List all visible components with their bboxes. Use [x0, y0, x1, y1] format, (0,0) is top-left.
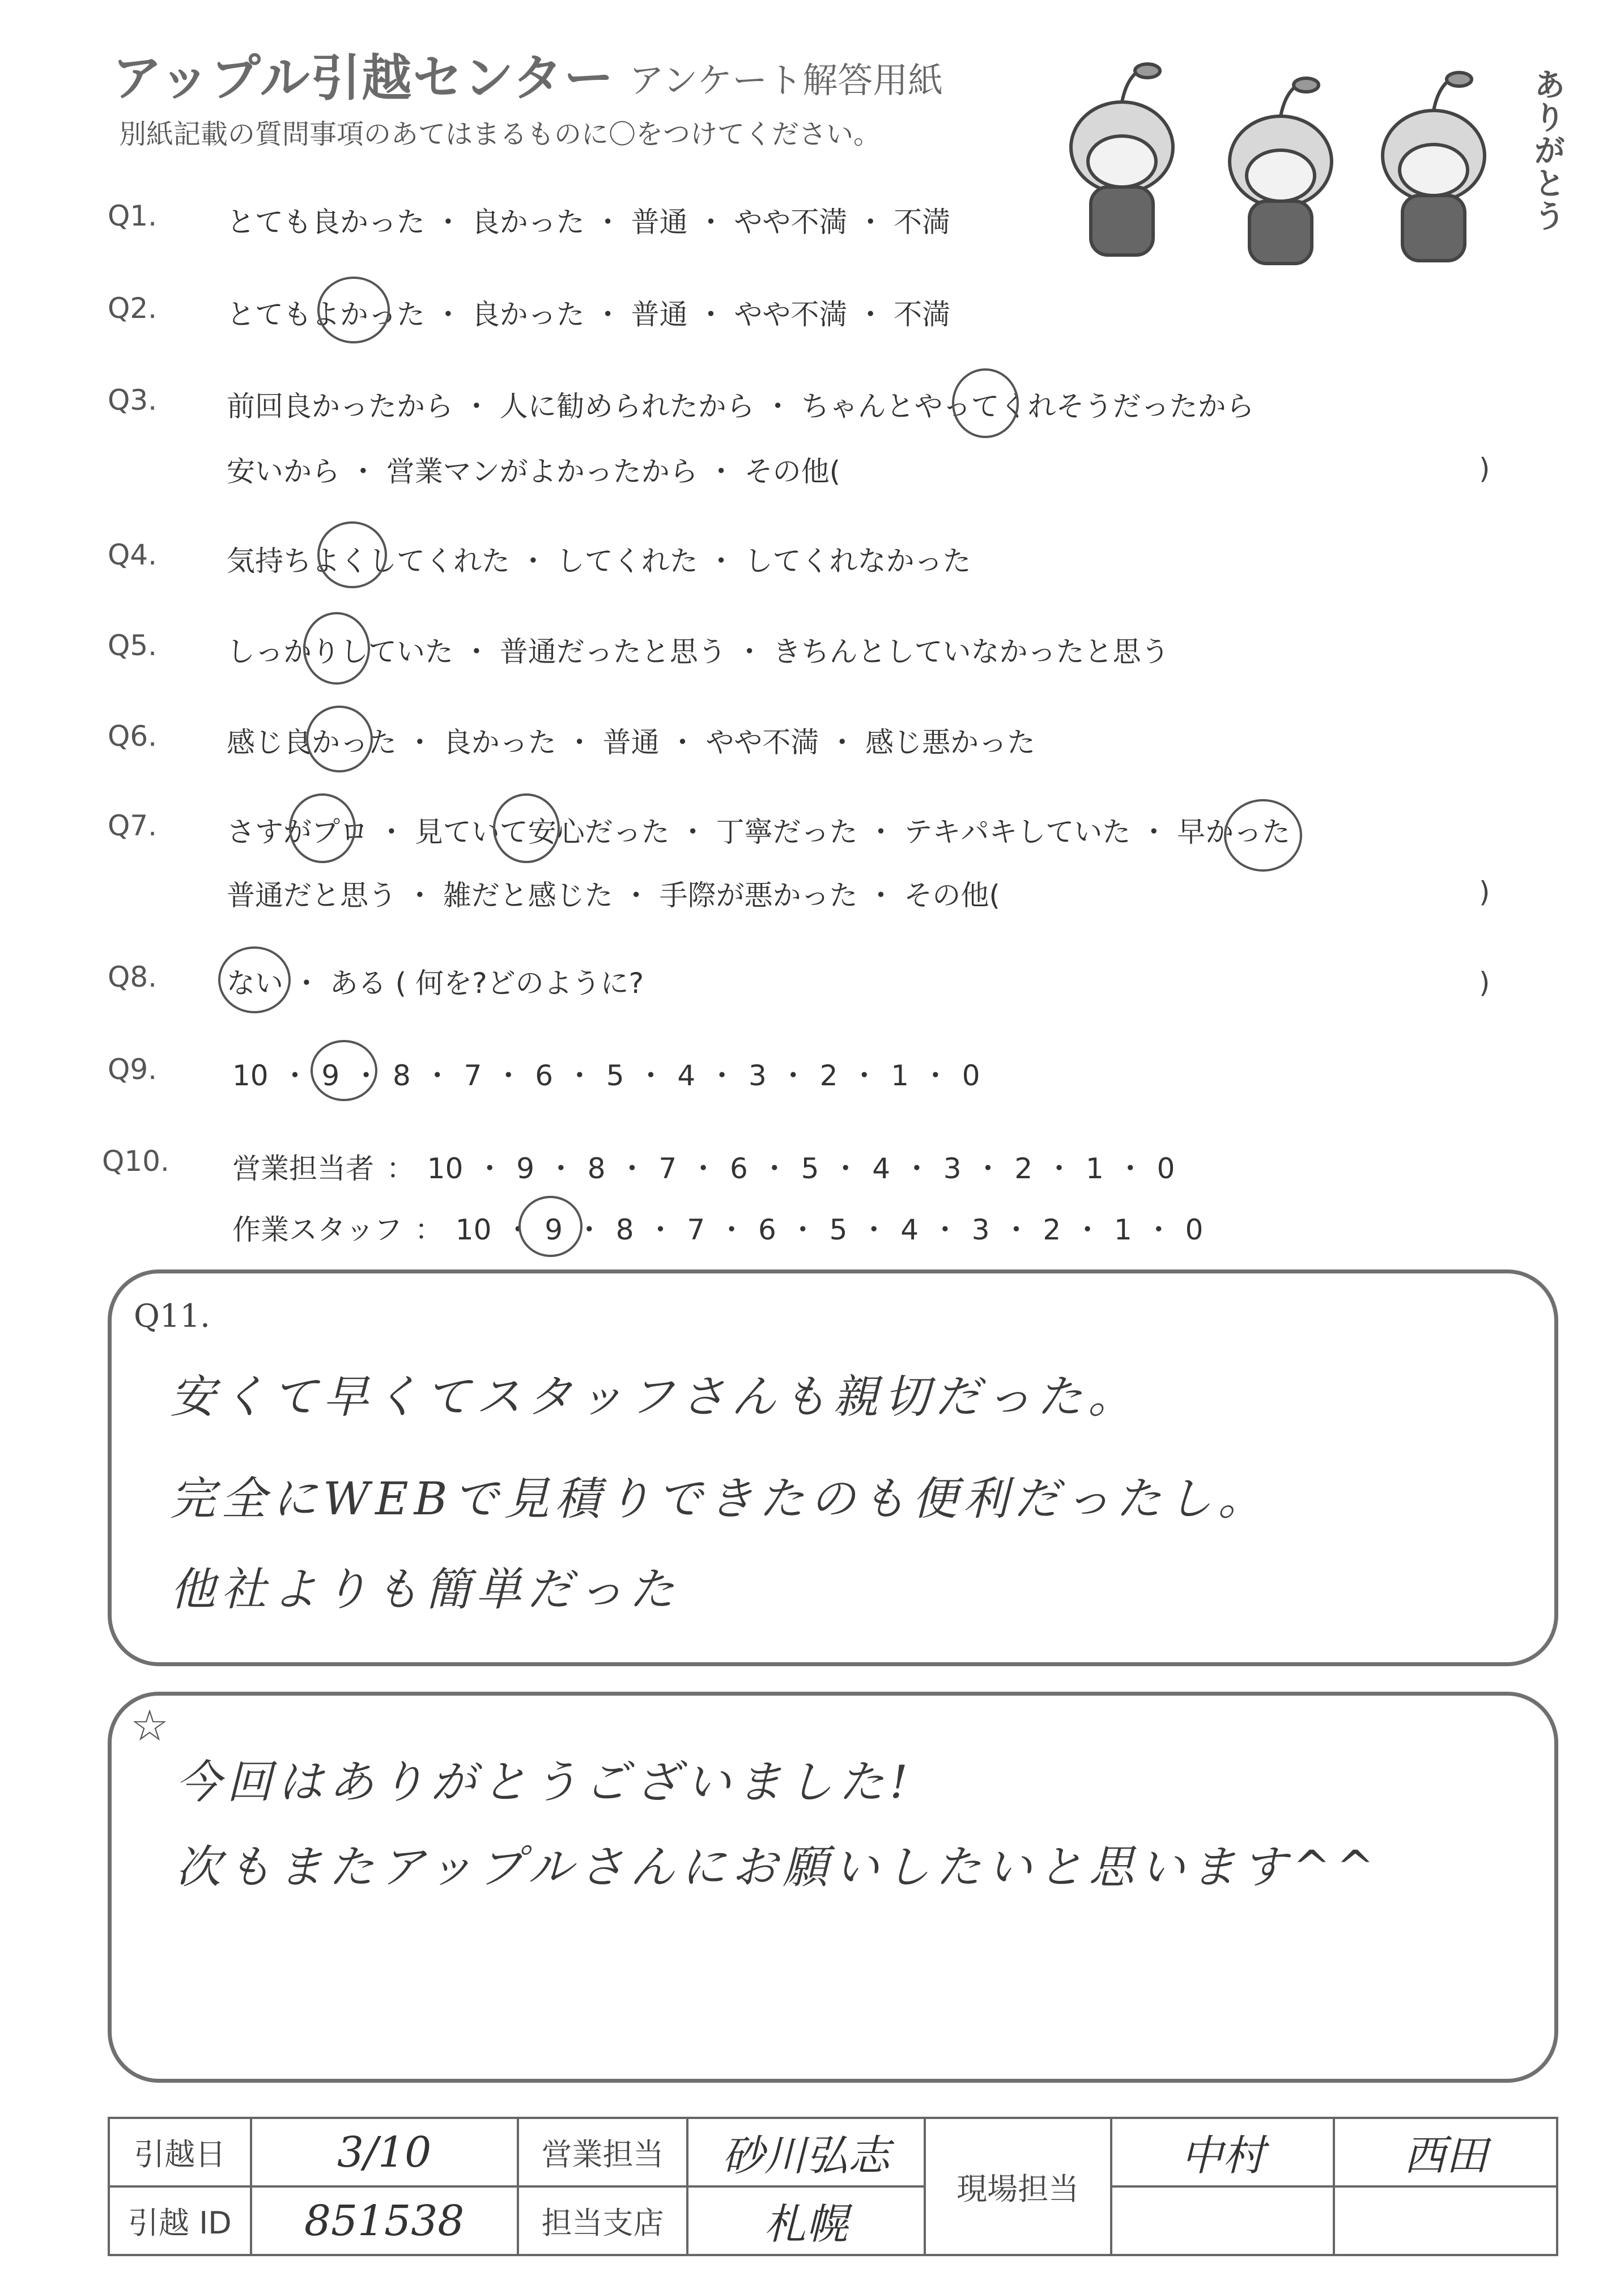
monkey-icon	[1383, 73, 1485, 261]
q10-options-sales: 営業担当者 ： 10 ・ 9 ・ 8 ・ 7 ・ 6 ・ 5 ・ 4 ・ 3 ・ 2 ・ 1 ・ 0	[232, 1152, 1175, 1185]
q1-label: Q1.	[108, 199, 158, 232]
answer-circle	[493, 793, 560, 863]
q7-options: さすがプロ ・ 見ていて安心だった ・ 丁寧だった ・ テキパキしていた ・ 早かった	[227, 816, 1291, 848]
sales-label: 営業担当	[518, 2118, 688, 2186]
q3-options-2: 安いから ・ 営業マンがよかったから ・ その他(	[227, 455, 841, 488]
comment-line-2: 次もまたアップルさんにお願いしたいと思います^^	[176, 1841, 1380, 1893]
q2-options: とてもよかった ・ 良かった ・ 普通 ・ やや不満 ・ 不満	[227, 298, 951, 331]
answer-circle	[218, 946, 291, 1013]
answer-circle	[952, 368, 1019, 438]
q11-line-3: 他社よりも簡単だった	[170, 1563, 680, 1616]
q2-label: Q2.	[108, 292, 158, 325]
q1-options: とても良かった ・ 良かった ・ 普通 ・ やや不満 ・ 不満	[227, 206, 951, 239]
answer-circle	[317, 277, 390, 343]
q9-label: Q9.	[108, 1053, 158, 1086]
q8-options: ない ・ ある ( 何を?どのように?	[227, 967, 644, 1000]
q6-label: Q6.	[108, 720, 158, 753]
branch-value: 札幌	[687, 2186, 924, 2255]
answer-circle	[303, 612, 370, 685]
q11-line-2: 完全にWEBで見積りできたのも便利だったし。	[170, 1472, 1269, 1525]
q4-label: Q4.	[108, 538, 158, 571]
site-staff-2-value: 西田	[1334, 2118, 1557, 2186]
q9-options: 10 ・ 9 ・ 8 ・ 7 ・ 6 ・ 5 ・ 4 ・ 3 ・ 2 ・ 1 ・ 0	[232, 1059, 980, 1092]
q8-label: Q8.	[108, 961, 158, 993]
q3-close-paren: )	[1479, 452, 1490, 485]
q5-label: Q5.	[108, 629, 158, 662]
move-id-label: 引越 ID	[109, 2186, 251, 2255]
answer-circle	[1224, 799, 1302, 872]
answer-circle	[317, 521, 387, 588]
mascot-thanks-text: ありがとう	[1529, 68, 1566, 232]
q11-label: Q11.	[134, 1298, 210, 1335]
site-label: 現場担当	[925, 2118, 1111, 2255]
q10-options-staff: 作業スタッフ ： 10 ・ 9 ・ 8 ・ 7 ・ 6 ・ 5 ・ 4 ・ 3 ・ 2 ・ 1 ・ 0	[232, 1213, 1204, 1246]
q7-options-2: 普通だと思う ・ 雑だと感じた ・ 手際が悪かった ・ その他(	[227, 879, 1000, 912]
move-date-value: 3/10	[251, 2118, 518, 2186]
form-title: アップル引越センター	[112, 49, 615, 107]
comment-line-1: 今回はありがとうございました!	[176, 1756, 914, 1808]
move-date-label: 引越日	[109, 2118, 251, 2186]
answer-circle	[518, 1196, 583, 1257]
site-staff-3-empty	[1111, 2186, 1334, 2255]
monkey-icon	[1071, 64, 1173, 255]
site-staff-4-empty	[1334, 2186, 1557, 2255]
answer-circle	[311, 1040, 377, 1101]
q6-options: 感じ良かった ・ 良かった ・ 普通 ・ やや不満 ・ 感じ悪かった	[227, 726, 1036, 759]
q7-close-paren: )	[1479, 876, 1490, 908]
monkey-icon	[1230, 78, 1332, 264]
info-table	[108, 2117, 1558, 2256]
answer-circle	[289, 793, 356, 863]
mascot-illustration	[1037, 51, 1524, 266]
instructions: 別紙記載の質問事項のあてはまるものに〇をつけてください。	[119, 118, 881, 150]
branch-label: 担当支店	[518, 2186, 688, 2255]
q11-line-1: 安くて早くてスタッフさんも親切だった。	[170, 1370, 1139, 1423]
move-id-value: 851538	[251, 2186, 518, 2255]
form-subtitle: アンケート解答用紙	[629, 60, 943, 101]
answer-circle	[306, 706, 373, 772]
sales-name-value: 砂川弘志	[687, 2118, 924, 2186]
q3-label: Q3.	[108, 384, 158, 417]
star-icon: ☆	[130, 1700, 169, 1751]
q3-options: 前回良かったから ・ 人に勧められたから ・ ちゃんとやってくれそうだったから	[227, 390, 1255, 423]
site-staff-1-value: 中村	[1111, 2118, 1334, 2186]
q4-options: 気持ちよくしてくれた ・ してくれた ・ してくれなかった	[227, 545, 971, 578]
q7-label: Q7.	[108, 809, 158, 842]
q10-label: Q10.	[102, 1145, 169, 1178]
q8-close-paren: )	[1479, 966, 1490, 999]
q5-options: しっかりしていた ・ 普通だったと思う ・ きちんとしていなかったと思う	[227, 635, 1170, 668]
